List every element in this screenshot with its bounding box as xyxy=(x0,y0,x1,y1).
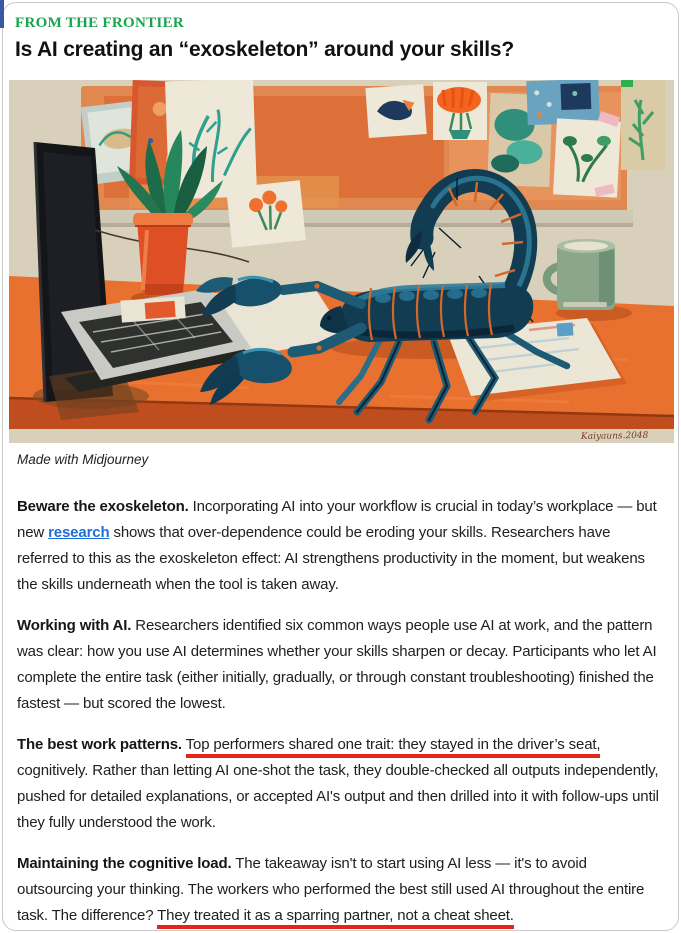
article-header xyxy=(3,3,678,62)
paragraph-lead: Maintaining the cognitive load. xyxy=(17,855,232,872)
image-caption: Made with Midjourney xyxy=(17,452,149,467)
screen-edge-artifact xyxy=(0,0,4,28)
red-underlined-text: Top performers shared one trait: they stayed in the driver’s seat, xyxy=(186,736,601,758)
paragraph-text: Incorporating AI into your workflow is crucial in today’s workplace — but new xyxy=(17,498,657,541)
paragraph-cognitive-load xyxy=(17,851,664,929)
paragraph-text: cognitively. Rather than letting AI one-shot the task, they double-checked all outputs independently, pushed for detailed explanations, or accepted AI's output and then drilled into it with follow-ups until they fully understood the work. xyxy=(17,762,659,831)
desk-note xyxy=(120,296,185,322)
wall-plant-sketch xyxy=(621,80,665,170)
paragraph-working-with-ai xyxy=(17,613,664,717)
print-tulips xyxy=(226,180,306,247)
print-navy-card xyxy=(365,84,426,138)
print-bouquet xyxy=(433,82,487,140)
newsletter-card xyxy=(2,2,679,931)
article-illustration xyxy=(3,80,678,443)
paragraph-beware-exoskeleton xyxy=(17,494,664,598)
print-blue-card xyxy=(526,80,599,125)
research-link[interactable]: research xyxy=(48,524,110,541)
paragraph-best-work-patterns xyxy=(17,732,664,836)
paragraph-text: shows that over-dependence could be eroding your skills. Researchers have referred to this as the exoskeleton effect: AI strengthens productivity in the moment, but weakens the skills underneath when the tool is taken away. xyxy=(17,524,645,593)
red-underlined-text: They treated it as a sparring partner, not a cheat sheet. xyxy=(157,907,514,929)
scorpion-desk-artwork xyxy=(9,80,674,443)
artist-signature: Kaiyauns.2048 xyxy=(580,430,649,442)
paragraph-lead: Beware the exoskeleton. xyxy=(17,498,189,515)
article-headline: Is AI creating an “exoskeleton” around your skills? xyxy=(15,38,514,61)
section-eyebrow: FROM THE FRONTIER xyxy=(15,15,185,31)
paragraph-text: Researchers identified six common ways people use AI at work, and the pattern was clear: how you use AI determines whether your skills sharpen or decay. Participants who let AI complete the entire task (either initially, gradually, or through constant troubleshooting) finished the fastest — but scored the lowest. xyxy=(17,617,657,712)
paragraph-text: The takeaway isn't to start using AI less — it's to avoid outsourcing your thinking. The workers who performed the best still used AI throughout the entire task. The difference? xyxy=(17,855,645,924)
article-body xyxy=(3,467,678,931)
paragraph-lead: The best work patterns. xyxy=(17,736,182,753)
paragraph-lead: Working with AI. xyxy=(17,617,132,634)
